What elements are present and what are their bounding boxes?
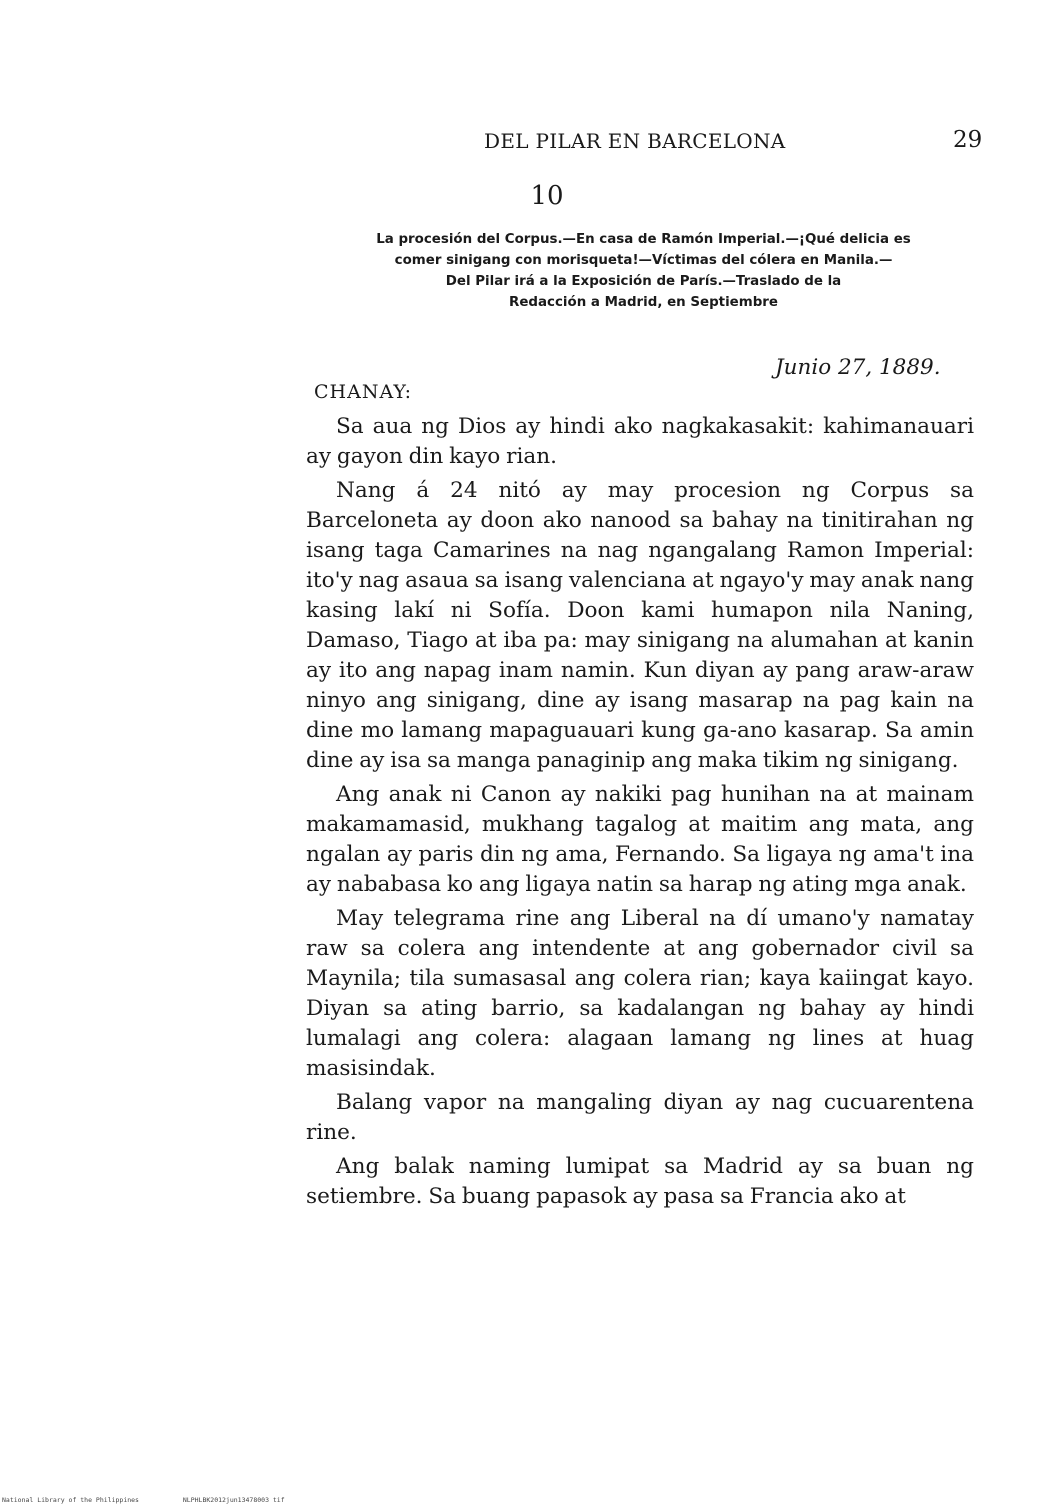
letter-salutation: CHANAY: [314,381,413,403]
summary-line: comer sinigang con morisqueta!—Víctimas del cólera en Manila.— [394,253,893,268]
chapter-summary [302,229,985,313]
file-id: NLPHLBK2012jun13478003 tif [182,1496,285,1504]
paragraph: Balang vapor na mangaling diyan ay nag cucuarentena rine. [306,1090,974,1145]
letter-body [306,412,974,1212]
running-head: DEL PILAR EN BARCELONA [484,129,786,153]
chapter-number: 10 [530,181,564,211]
paragraph: Nang á 24 nitó ay may procesion ng Corpus sa Barceloneta ay doon ako nanood sa bahay na tinitirahan ng isang taga Camarines na nag ngangalang Ramon Imperial: ito'y nag asaua sa isang valenciana at ngayo'y may anak nang kasing lakí ni Sofía. Doon kami humapon nila Naning, Damaso, Tiago at iba pa: may sinigang na alumahan at kanin ay ito ang napag inam namin. Kun diyan ay pang araw-araw ninyo ang sinigang, dine ay isang masarap na pag kain na dine mo lamang mapaguauari kung ga-ano kasarap. Sa amin dine ay isa sa manga panaginip ang maka tikim ng sinigang. [306,478,974,773]
library-credit: National Library of the Philippines [2,1496,139,1504]
paragraph: Ang balak naming lumipat sa Madrid ay sa buan ng setiembre. Sa buang papasok ay pasa sa Francia ako at [306,1154,974,1209]
page-number: 29 [953,127,983,153]
paragraph: May telegrama rine ang Liberal na dí umano'y namatay raw sa colera ang intendente at ang gobernador civil sa Maynila; tila sumasasal ang colera rian; kaya kaiingat kayo. Diyan sa ating barrio, sa kadalangan ng bahay ay hindi lumalagi ang colera: alagaan lamang ng lines at huag masisindak. [306,906,974,1081]
letter-date: Junio 27, 1889. [775,355,941,380]
scan-footer [2,1496,325,1504]
paragraph: Sa aua ng Dios ay hindi ako nagkakasakit: kahimanauari ay gayon din kayo rian. [306,414,974,469]
paragraph: Ang anak ni Canon ay nakiki pag hunihan na at mainam makamamasid, mukhang tagalog at maitim ang mata, ang ngalan ay paris din ng ama, Fernando. Sa ligaya ng ama't ina ay nababasa ko ang ligaya natin sa harap ng ating mga anak. [306,782,974,897]
summary-line: Redacción a Madrid, en Septiembre [509,295,778,310]
summary-line: La procesión del Corpus.—En casa de Ramón Imperial.—¡Qué delicia es [376,232,911,247]
summary-line: Del Pilar irá a la Exposición de París.—Traslado de la [445,274,842,289]
